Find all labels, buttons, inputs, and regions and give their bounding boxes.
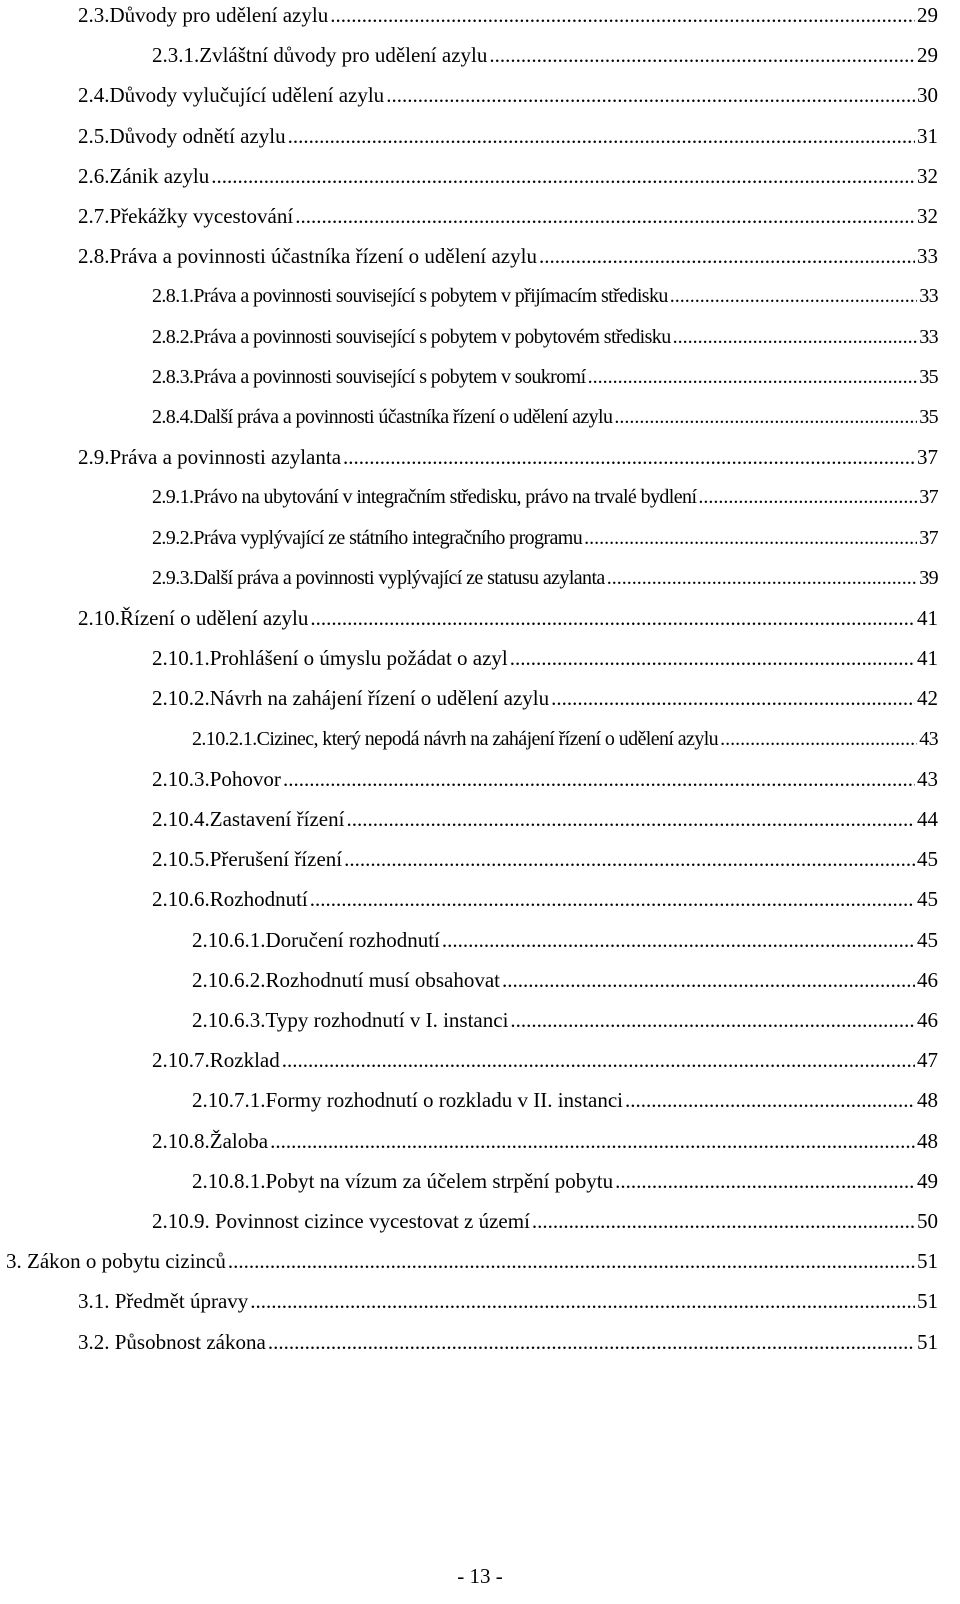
- toc-entry[interactable]: [152, 685, 938, 711]
- toc-entry-page: 35: [919, 406, 938, 428]
- toc-entry-title: Důvody vylučující udělení azylu: [109, 83, 385, 108]
- toc-entry-title: Doručení rozhodnutí: [265, 927, 440, 952]
- toc-entry-page: 49: [917, 1168, 938, 1193]
- toc-entry-title: Další práva a povinnosti účastníka řízení o udělení azylu: [193, 406, 613, 428]
- toc-entry[interactable]: [152, 1208, 938, 1234]
- toc-entry-title: Práva a povinnosti související s pobytem v přijímacím středisku: [193, 285, 668, 308]
- toc-entry-title: Předmět úpravy: [109, 1289, 249, 1314]
- toc-entry[interactable]: [152, 565, 938, 591]
- toc-entry[interactable]: [152, 1047, 938, 1073]
- toc-dot-leader: [250, 1288, 915, 1314]
- toc-entry-page: 46: [917, 1008, 938, 1032]
- toc-entry-title: Působnost zákona: [109, 1329, 266, 1354]
- toc-entry[interactable]: [192, 927, 938, 953]
- toc-entry[interactable]: [152, 525, 938, 551]
- toc-entry[interactable]: [78, 243, 938, 269]
- toc-entry-number: 2.3.1.: [152, 43, 200, 68]
- toc-entry[interactable]: [192, 1087, 938, 1113]
- toc-entry-title: Práva a povinnosti související s pobytem v soukromí: [193, 365, 586, 388]
- toc-entry[interactable]: [152, 364, 938, 390]
- toc-dot-leader: [268, 1329, 915, 1355]
- toc-dot-leader: [673, 324, 918, 350]
- toc-entry-number: 2.8.1.: [152, 285, 194, 308]
- toc-entry[interactable]: [152, 484, 938, 510]
- toc-entry-number: 2.10.6.1.: [192, 927, 266, 952]
- toc-entry[interactable]: [6, 1248, 938, 1274]
- toc-dot-leader: [346, 806, 915, 832]
- toc-entry-number: 2.5.: [78, 123, 110, 148]
- toc-dot-leader: [625, 1087, 915, 1113]
- toc-entry-title: Rozklad: [209, 1048, 280, 1073]
- toc-entry-number: 2.4.: [78, 83, 110, 108]
- toc-entry-page: 51: [917, 1329, 938, 1354]
- toc-entry-number: 2.10.6.3.: [192, 1008, 266, 1032]
- toc-entry[interactable]: [192, 1168, 938, 1194]
- toc-entry-title: Zvláštní důvody pro udělení azylu: [199, 43, 488, 68]
- toc-entry[interactable]: [192, 1007, 938, 1033]
- toc-dot-leader: [270, 1128, 915, 1154]
- toc-dot-leader: [282, 1047, 915, 1073]
- toc-entry-title: Práva a povinnosti účastníka řízení o udělení azylu: [109, 244, 537, 269]
- toc-entry-page: 29: [917, 3, 938, 27]
- toc-entry-page: 51: [917, 1249, 938, 1274]
- toc-entry[interactable]: [78, 444, 938, 470]
- toc-entry-number: 2.10.4.: [152, 807, 210, 831]
- toc-entry-title: Rozhodnutí musí obsahovat: [265, 967, 500, 992]
- toc-dot-leader: [288, 123, 915, 149]
- page-number: - 13 -: [457, 1564, 503, 1588]
- toc-dot-leader: [211, 163, 915, 189]
- toc-entry-title: Návrh na zahájení řízení o udělení azylu: [209, 686, 550, 711]
- toc-entry-number: 2.10.9.: [152, 1209, 210, 1233]
- toc-entry-number: 2.10.8.1.: [192, 1168, 266, 1193]
- toc-entry-page: 46: [917, 967, 938, 992]
- toc-entry-number: 2.10.2.1.: [192, 727, 257, 750]
- toc-entry-page: 48: [917, 1128, 938, 1153]
- toc-entry-title: Další práva a povinnosti vyplývající ze statusu azylanta: [193, 566, 605, 589]
- toc-entry-number: 2.6.: [78, 163, 110, 188]
- toc-entry-page: 35: [919, 365, 938, 388]
- toc-entry-title: Zánik azylu: [109, 163, 210, 188]
- toc-entry[interactable]: [78, 163, 938, 189]
- toc-entry-title: Zastavení řízení: [209, 807, 345, 831]
- toc-entry-title: Překážky vycestování: [109, 204, 294, 228]
- toc-dot-leader: [588, 364, 918, 390]
- toc-entry-page: 45: [917, 927, 938, 952]
- toc-entry-page: 51: [917, 1289, 938, 1314]
- toc-entry[interactable]: [192, 967, 938, 993]
- toc-entry-title: Povinnost cizince vycestovat z území: [209, 1209, 530, 1233]
- toc-entry[interactable]: [78, 1329, 938, 1355]
- toc-entry-title: Cizinec, který nepodá návrh na zahájení řízení o udělení azylu: [256, 727, 719, 750]
- toc-dot-leader: [614, 404, 917, 430]
- toc-entry-number: 3.: [6, 1249, 22, 1274]
- toc-entry-title: Pohovor: [209, 766, 281, 791]
- toc-entry[interactable]: [152, 404, 938, 430]
- toc-entry-page: 42: [917, 686, 938, 711]
- toc-entry-number: 2.9.: [78, 445, 110, 470]
- toc-entry-title: Formy rozhodnutí o rozkladu v II. instanci: [265, 1088, 624, 1113]
- toc-entry-title: Typy rozhodnutí v I. instanci: [265, 1008, 509, 1032]
- toc-entry[interactable]: [152, 1128, 938, 1154]
- toc-entry-number: 3.2.: [78, 1329, 110, 1354]
- toc-entry-page: 31: [917, 123, 938, 148]
- toc-entry-title: Právo na ubytování v integračním středisku, právo na trvalé bydlení: [193, 486, 697, 509]
- toc-dot-leader: [615, 1168, 915, 1194]
- toc-entry-title: Pobyt na vízum za účelem strpění pobytu: [265, 1168, 614, 1193]
- toc-entry[interactable]: [78, 82, 938, 108]
- toc-entry[interactable]: [78, 123, 938, 149]
- toc-entry-page: 32: [917, 204, 938, 228]
- toc-entry-page: 47: [917, 1048, 938, 1073]
- toc-entry-title: Přerušení řízení: [209, 847, 343, 872]
- toc-dot-leader: [584, 525, 917, 551]
- toc-dot-leader: [489, 42, 915, 68]
- toc-dot-leader: [344, 846, 915, 872]
- toc-dot-leader: [343, 444, 915, 470]
- toc-entry-page: 37: [919, 526, 938, 549]
- toc-dot-leader: [510, 645, 915, 671]
- toc-entry-number: 2.10.6.: [152, 887, 210, 912]
- toc-dot-leader: [607, 565, 918, 591]
- toc-entry-page: 29: [917, 43, 938, 68]
- toc-entry[interactable]: [78, 1288, 938, 1314]
- toc-entry[interactable]: [78, 605, 938, 631]
- toc-entry-number: 2.10.3.: [152, 766, 210, 791]
- toc-entry-number: 2.9.2.: [152, 526, 194, 549]
- toc-entry[interactable]: [78, 2, 938, 28]
- toc-entry-page: 33: [919, 285, 938, 308]
- toc-entry[interactable]: [152, 766, 938, 792]
- toc-entry-page: 45: [917, 887, 938, 912]
- toc-entry[interactable]: [152, 846, 938, 872]
- toc-entry-page: 43: [917, 766, 938, 791]
- toc-entry-title: Prohlášení o úmyslu požádat o azyl: [209, 646, 508, 671]
- toc-entry-number: 2.8.3.: [152, 365, 194, 388]
- toc-dot-leader: [510, 1007, 915, 1033]
- toc-entry-page: 32: [917, 163, 938, 188]
- toc-entry-page: 37: [919, 486, 938, 509]
- toc-entry-page: 44: [917, 807, 938, 831]
- toc-entry-page: 33: [919, 325, 938, 348]
- toc-dot-leader: [551, 685, 915, 711]
- toc-entry-number: 2.10.7.: [152, 1048, 210, 1073]
- toc-entry-title: Práva vyplývající ze státního integračního programu: [193, 526, 583, 549]
- toc-entry-number: 2.10.8.: [152, 1128, 210, 1153]
- toc-dot-leader: [310, 605, 915, 631]
- toc-entry-title: Řízení o udělení azylu: [120, 606, 309, 630]
- toc-entry-number: 2.8.4.: [152, 406, 194, 428]
- toc-dot-leader: [539, 243, 915, 269]
- toc-entry-title: Práva a povinnosti související s pobytem v pobytovém středisku: [193, 325, 671, 348]
- toc-dot-leader: [330, 2, 915, 28]
- toc-dot-leader: [228, 1248, 915, 1274]
- toc-entry-page: 30: [917, 83, 938, 108]
- toc-entry-page: 48: [917, 1088, 938, 1113]
- toc-dot-leader: [442, 927, 915, 953]
- toc-dot-leader: [698, 484, 917, 510]
- toc-entry-number: 2.10.6.2.: [192, 967, 266, 992]
- toc-dot-leader: [720, 726, 917, 752]
- toc-dot-leader: [283, 766, 915, 792]
- toc-entry[interactable]: [152, 42, 938, 68]
- toc-entry-title: Důvody pro udělení azylu: [109, 3, 329, 27]
- toc-entry-number: 2.10.7.1.: [192, 1088, 266, 1113]
- toc-entry[interactable]: [152, 324, 938, 350]
- toc-entry-title: Žaloba: [209, 1128, 269, 1153]
- toc-entry-number: 2.7.: [78, 204, 110, 228]
- toc-entry-number: 3.1.: [78, 1289, 110, 1314]
- toc-entry-page: 39: [919, 566, 938, 589]
- toc-entry[interactable]: [78, 203, 938, 229]
- toc-entry-number: 2.9.3.: [152, 566, 194, 589]
- toc-entry[interactable]: [152, 806, 938, 832]
- toc-dot-leader: [502, 967, 915, 993]
- toc-entry[interactable]: [152, 283, 938, 309]
- toc-entry[interactable]: [152, 645, 938, 671]
- toc-entry-page: 45: [917, 847, 938, 872]
- toc-entry-title: Zákon o pobytu cizinců: [21, 1249, 226, 1274]
- toc-entry-page: 43: [919, 727, 938, 750]
- toc-entry[interactable]: [152, 886, 938, 912]
- toc-dot-leader: [310, 886, 915, 912]
- toc-entry-page: 41: [917, 606, 938, 630]
- toc-entry-title: Práva a povinnosti azylanta: [109, 445, 342, 470]
- toc-entry-number: 2.10.1.: [152, 646, 210, 671]
- toc-entry-number: 2.9.1.: [152, 486, 194, 509]
- toc-dot-leader: [295, 203, 915, 229]
- toc-entry-number: 2.10.2.: [152, 686, 210, 711]
- toc-entry-number: 2.8.2.: [152, 325, 194, 348]
- toc-entry-number: 2.10.: [78, 606, 120, 630]
- toc-dot-leader: [670, 283, 917, 309]
- toc-entry-page: 41: [917, 646, 938, 671]
- toc-entry-number: 2.10.5.: [152, 847, 210, 872]
- toc-entry-number: 2.3.: [78, 3, 110, 27]
- toc-entry[interactable]: [192, 726, 938, 752]
- toc-entry-page: 33: [917, 244, 938, 269]
- toc-dot-leader: [532, 1208, 915, 1234]
- toc-entry-page: 37: [917, 445, 938, 470]
- toc-entry-title: Důvody odnětí azylu: [109, 123, 286, 148]
- toc-entry-page: 50: [917, 1209, 938, 1233]
- toc-entry-title: Rozhodnutí: [209, 887, 308, 912]
- toc-entry-number: 2.8.: [78, 244, 110, 269]
- toc-dot-leader: [386, 82, 915, 108]
